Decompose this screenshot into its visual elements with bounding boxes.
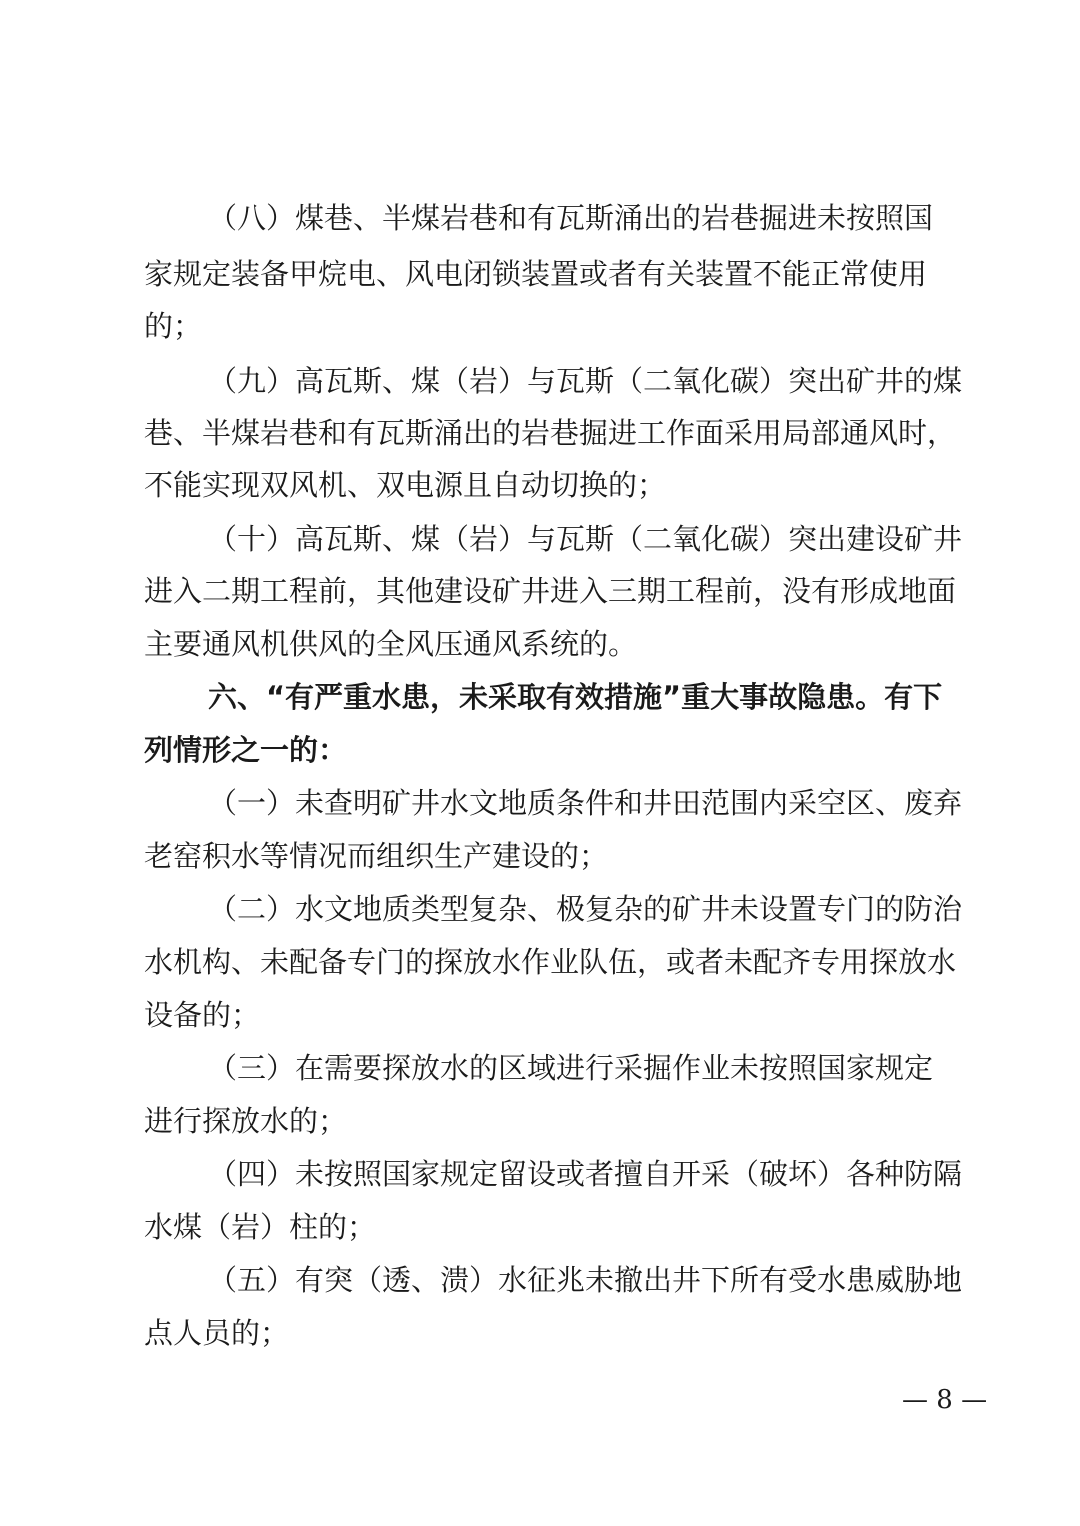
text-line: 水机构、未配备专门的探放水作业队伍，或者未配齐专用探放水 (144, 945, 957, 979)
text-line: 进行探放水的； (144, 1104, 348, 1138)
text-line: 进入二期工程前，其他建设矿井进入三期工程前，没有形成地面 (144, 574, 957, 608)
text-line: （二）水文地质类型复杂、极复杂的矿井未设置专门的防治 (208, 892, 963, 926)
text-line: 的； (144, 309, 203, 343)
text-line: 老窑积水等情况而组织生产建设的； (144, 839, 609, 873)
section-heading: 列情形之一的： (144, 733, 348, 767)
text-line: （九）高瓦斯、煤（岩）与瓦斯（二氧化碳）突出矿井的煤 (208, 364, 963, 398)
text-line: 点人员的； (144, 1316, 290, 1350)
text-line: 不能实现双风机、双电源且自动切换的； (144, 468, 667, 502)
page-number: — 8 — (902, 1385, 988, 1415)
text-line: （一）未查明矿井水文地质条件和井田范围内采空区、废弃 (208, 786, 963, 820)
text-line: （五）有突（透、溃）水征兆未撤出井下所有受水患威胁地 (208, 1263, 963, 1297)
text-line: （四）未按照国家规定留设或者擅自开采（破坏）各种防隔 (208, 1157, 963, 1191)
text-line: 水煤（岩）柱的； (144, 1210, 377, 1244)
section-heading: 六、“有严重水患，未采取有效措施”重大事故隐患。有下 (208, 680, 943, 714)
text-line: （三）在需要探放水的区域进行采掘作业未按照国家规定 (208, 1051, 934, 1085)
text-line: （八）煤巷、半煤岩巷和有瓦斯涌出的岩巷掘进未按照国 (208, 201, 934, 235)
text-line: 设备的； (144, 998, 261, 1032)
text-line: 巷、半煤岩巷和有瓦斯涌出的岩巷掘进工作面采用局部通风时， (144, 416, 957, 450)
text-line: 家规定装备甲烷电、风电闭锁装置或者有关装置不能正常使用 (144, 257, 928, 291)
text-line: （十）高瓦斯、煤（岩）与瓦斯（二氧化碳）突出建设矿井 (208, 522, 963, 556)
text-line: 主要通风机供风的全风压通风系统的。 (144, 627, 638, 661)
